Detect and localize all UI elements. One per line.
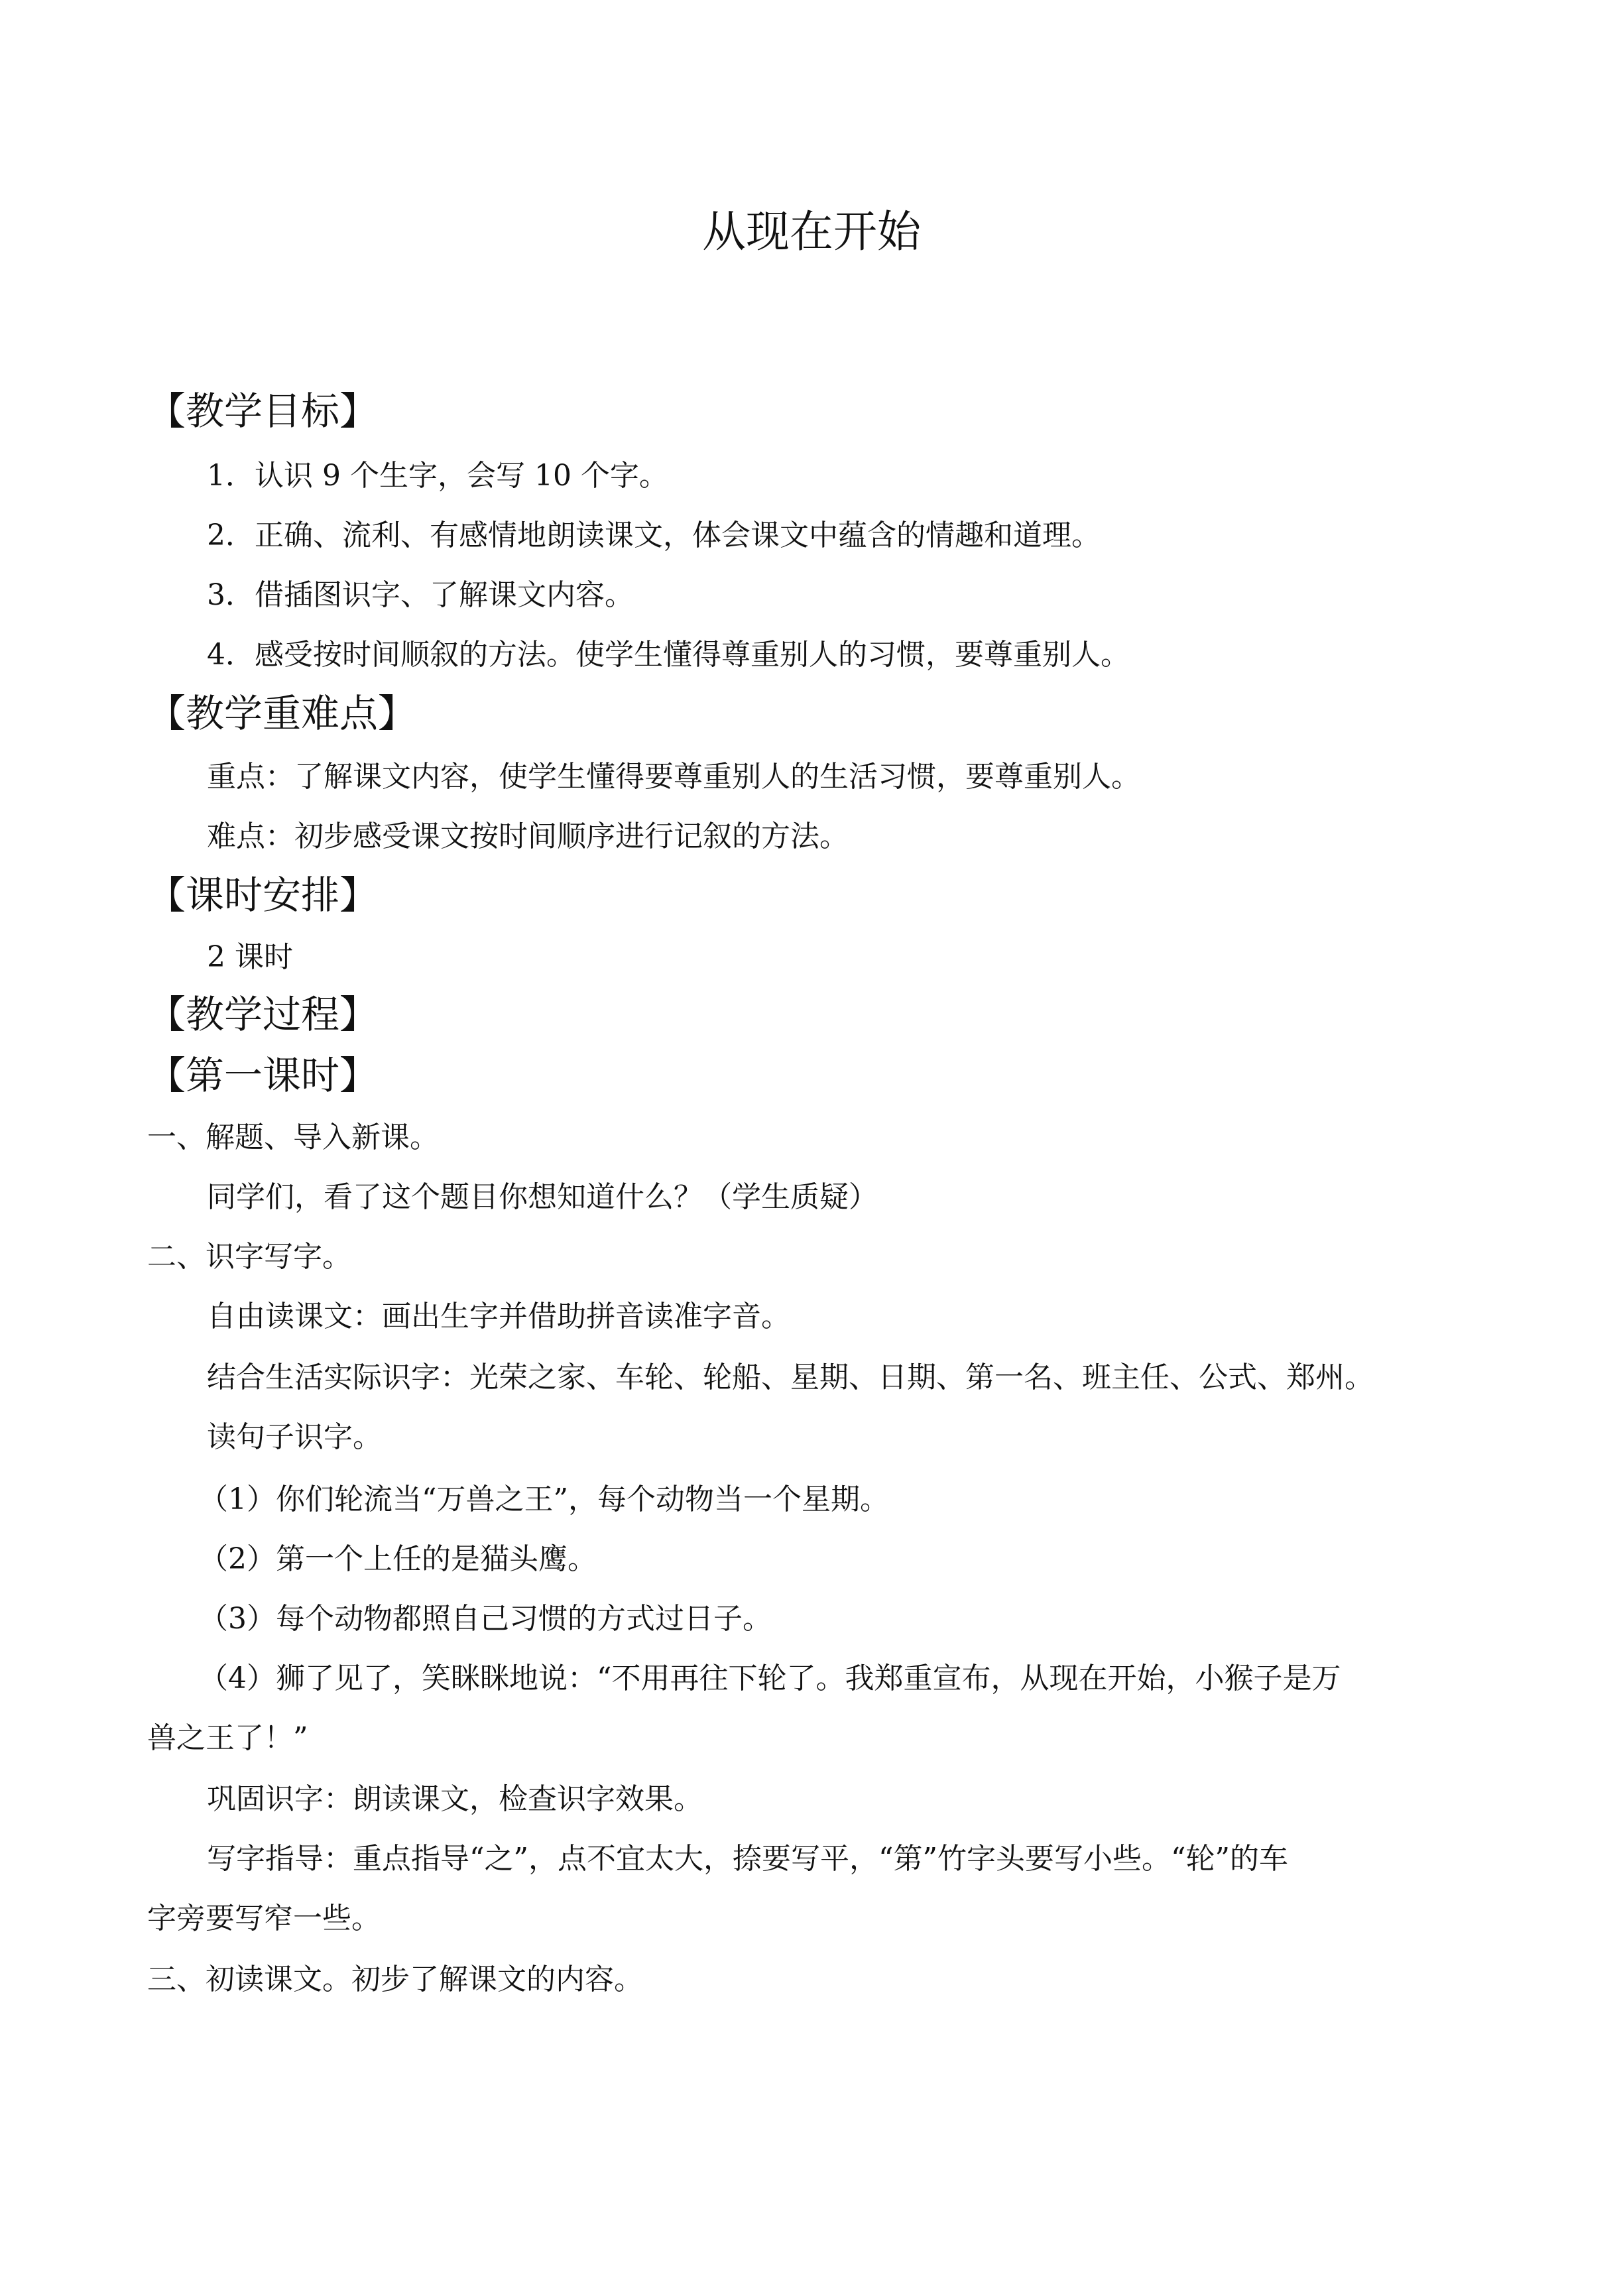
step-2-life-words: 结合生活实际识字：光荣之家、车轮、轮船、星期、日期、第一名、班主任、公式、郑州。 bbox=[207, 1360, 1374, 1394]
sentence-4-line-2: 兽之王了！” bbox=[147, 1721, 308, 1755]
heading-schedule: 【课时安排】 bbox=[147, 873, 379, 918]
step-1-title: 一、解题、导入新课。 bbox=[147, 1120, 439, 1154]
objective-item-3: 3．借插图识字、了解课文内容。 bbox=[207, 578, 634, 612]
sentence-2: （2）第一个上任的是猫头鹰。 bbox=[199, 1542, 597, 1576]
heading-key-points: 【教学重难点】 bbox=[147, 691, 417, 736]
step-2-writing-line-1: 写字指导：重点指导“之”，点不宜太大，捺要写平，“第”竹字头要写小些。“轮”的车 bbox=[207, 1842, 1288, 1876]
step-3-title: 三、初读课文。初步了解课文的内容。 bbox=[147, 1963, 643, 1996]
sentence-3: （3）每个动物都照自己习惯的方式过日子。 bbox=[199, 1602, 772, 1636]
step-2-free-read: 自由读课文：画出生字并借助拼音读准字音。 bbox=[207, 1299, 790, 1333]
sentence-4-line-1: （4）狮了见了，笑眯眯地说：“不用再往下轮了。我郑重宣布，从现在开始，小猴子是万 bbox=[199, 1662, 1341, 1695]
objective-item-2: 2．正确、流利、有感情地朗读课文，体会课文中蕴含的情趣和道理。 bbox=[207, 518, 1101, 552]
step-1-text: 同学们，看了这个题目你想知道什么？（学生质疑） bbox=[207, 1180, 878, 1214]
heading-objectives: 【教学目标】 bbox=[147, 389, 379, 434]
heading-process: 【教学过程】 bbox=[147, 992, 379, 1037]
objective-item-4: 4．感受按时间顺叙的方法。使学生懂得尊重别人的习惯，要尊重别人。 bbox=[207, 638, 1130, 672]
step-2-writing-line-2: 字旁要写窄一些。 bbox=[147, 1902, 381, 1935]
step-2-consolidate: 巩固识字：朗读课文，检查识字效果。 bbox=[207, 1782, 703, 1816]
step-2-sentence-intro: 读句子识字。 bbox=[207, 1420, 382, 1454]
step-2-title: 二、识字写字。 bbox=[147, 1240, 351, 1274]
heading-lesson-1: 【第一课时】 bbox=[147, 1053, 379, 1098]
objective-item-1: 1．认识 9 个生字，会写 10 个字。 bbox=[207, 459, 668, 493]
key-point-difficulty: 难点：初步感受课文按时间顺序进行记叙的方法。 bbox=[207, 819, 849, 853]
page-title: 从现在开始 bbox=[702, 206, 921, 257]
sentence-1: （1）你们轮流当“万兽之王”，每个动物当一个星期。 bbox=[199, 1482, 889, 1516]
key-point-focus: 重点：了解课文内容，使学生懂得要尊重别人的生活习惯，要尊重别人。 bbox=[207, 760, 1140, 794]
schedule-text: 2 课时 bbox=[207, 940, 293, 974]
